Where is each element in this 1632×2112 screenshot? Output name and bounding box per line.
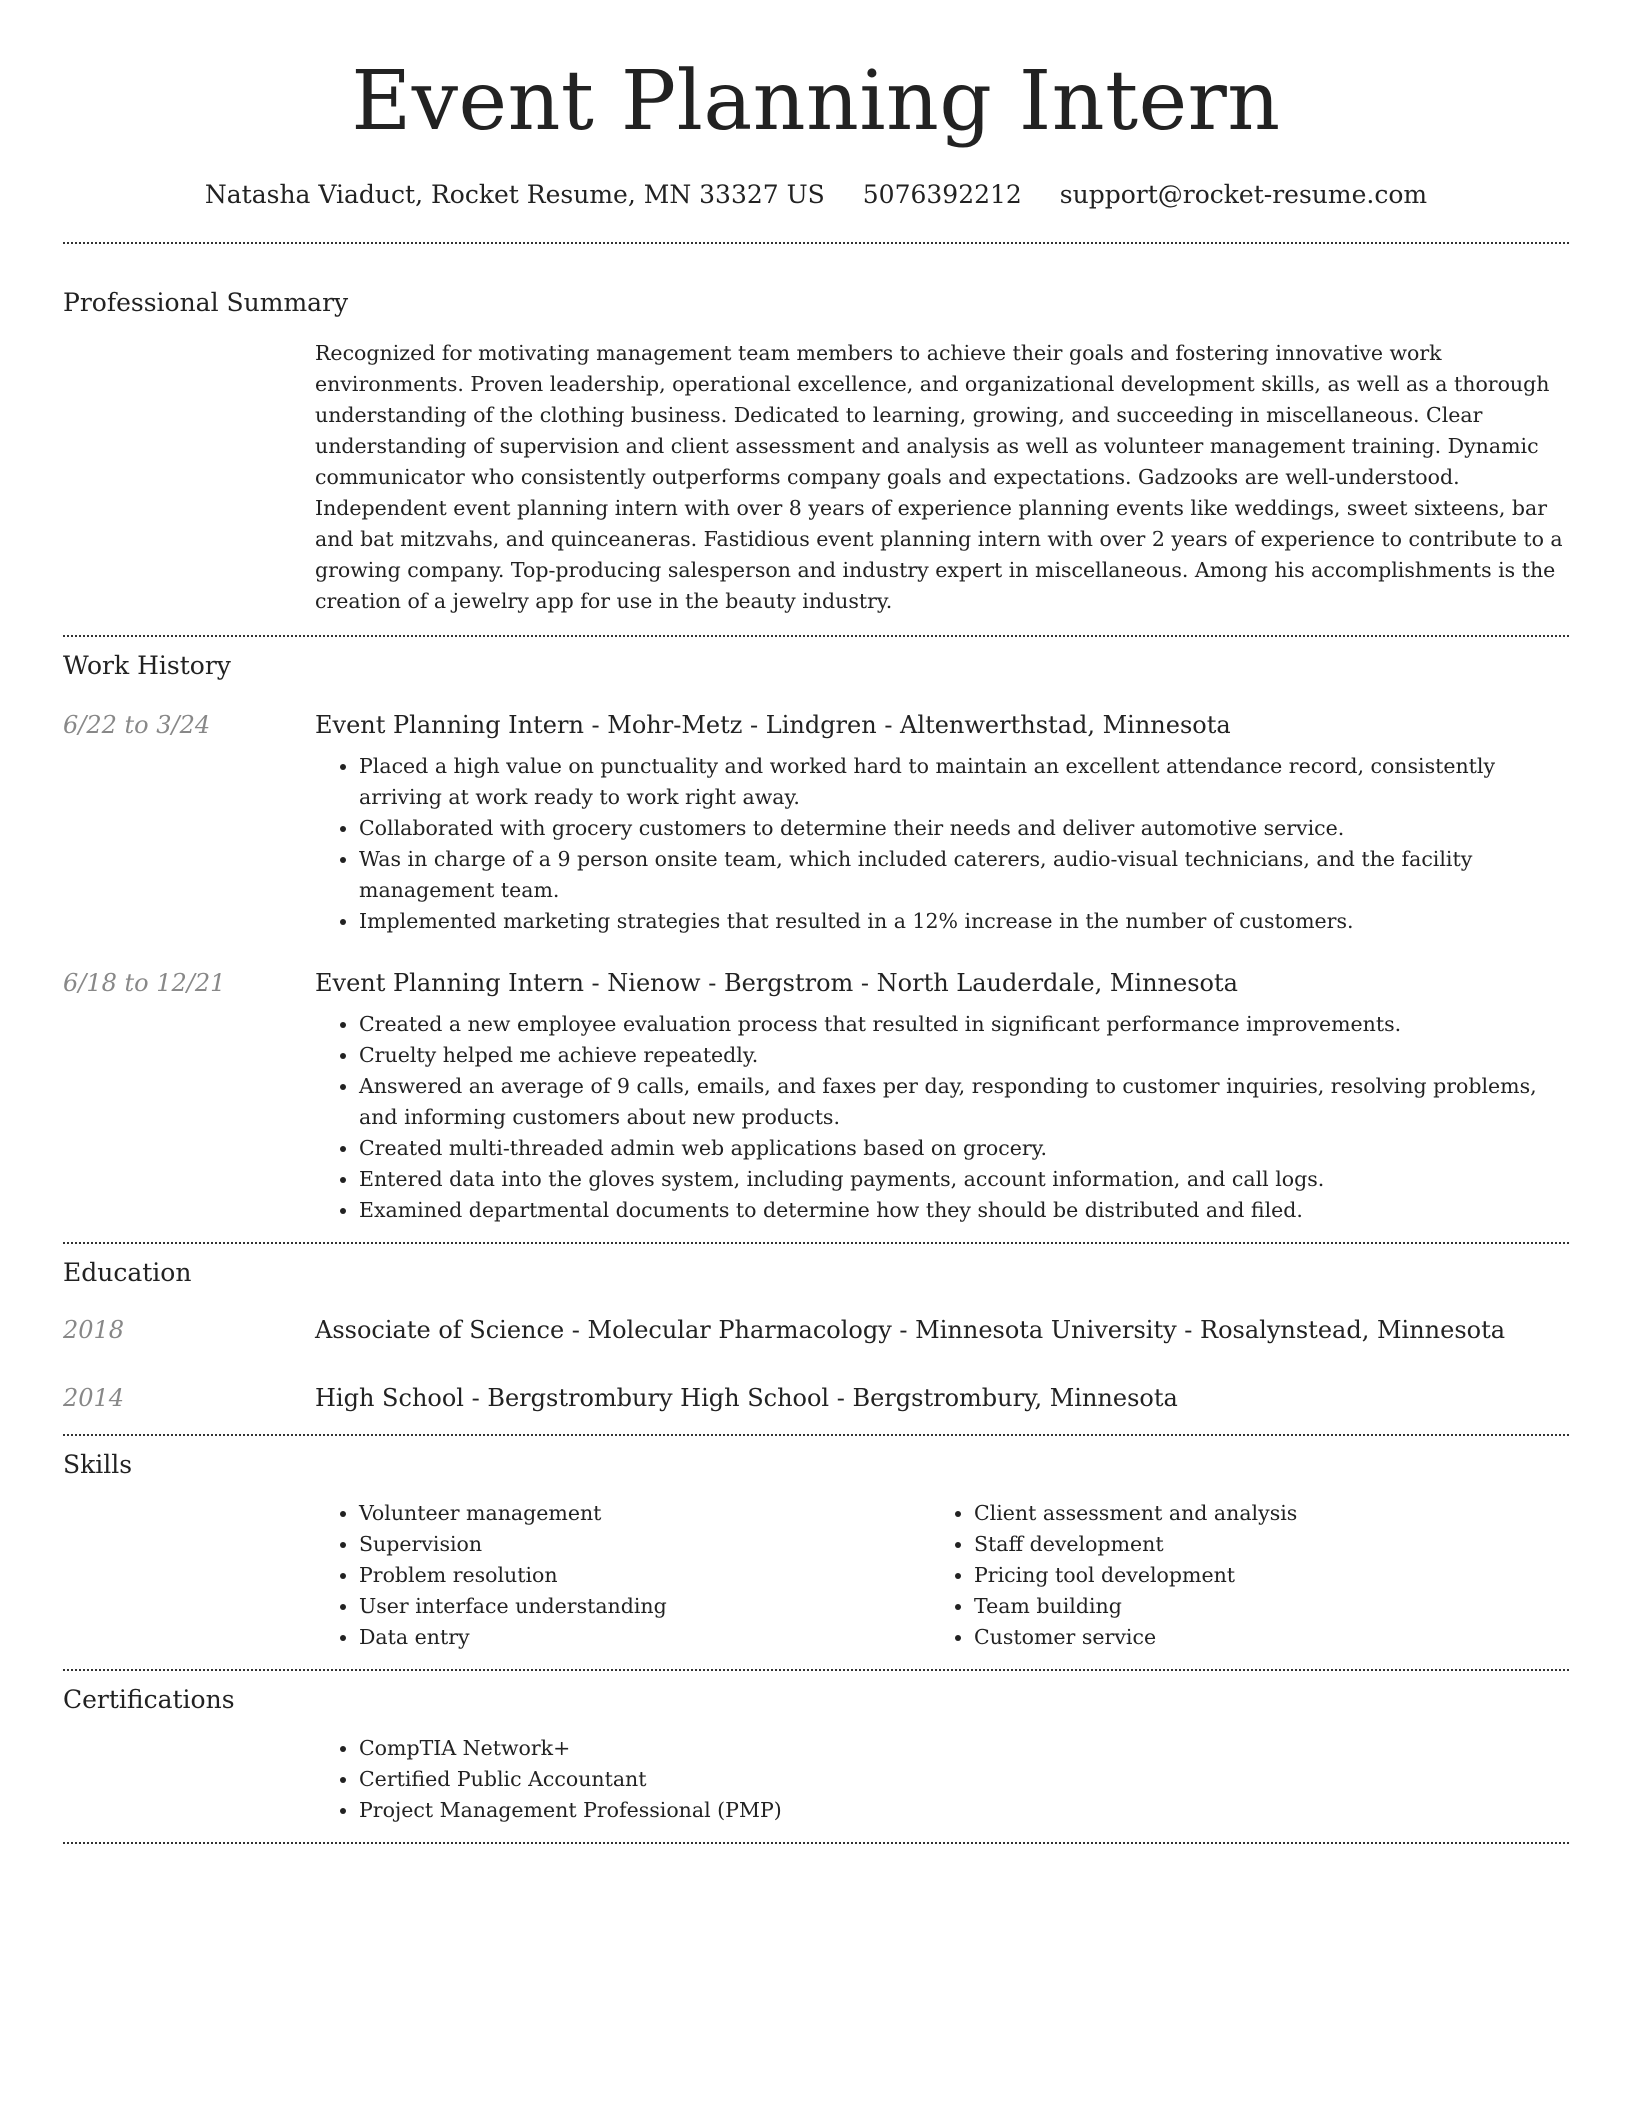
education-heading: Education: [63, 1258, 192, 1287]
job-bullet: • Examined departmental documents to determine how they should be distributed and filed.: [359, 1195, 1569, 1226]
job-bullets: [315, 751, 1569, 937]
skill-item: • Team building: [974, 1591, 1545, 1622]
skill-item: • Customer service: [974, 1622, 1545, 1653]
skill-item: • Data entry: [359, 1622, 930, 1653]
job-entry: [63, 967, 1569, 1226]
job-bullet: • Created a new employee evaluation process that resulted in significant performance improvements.: [359, 1009, 1569, 1040]
education-year: 2018: [63, 1316, 125, 1344]
contact-line: [63, 178, 1569, 212]
job-body: [315, 967, 1569, 1226]
job-dates: 6/22 to 3/24: [63, 711, 211, 739]
education-entry: [63, 1382, 1569, 1414]
skills-column-left: [315, 1498, 930, 1653]
work-history-heading: Work History: [63, 651, 231, 680]
job-bullet: • Cruelty helped me achieve repeatedly.: [359, 1040, 1569, 1071]
certifications-grid: [315, 1733, 1569, 1826]
contact-email: support@rocket-resume.com: [1059, 180, 1428, 209]
summary-text: Recognized for motivating management team members to achieve their goals and fostering innovative work environments. Proven leadership, operational excellence, and organizational development skills, as well as a thorough understanding of the clothing business. Dedicated to learning, growing, and succeeding in miscellaneous. Clear understanding of supervision and client assessment and analysis as well as volunteer management training. Dynamic communicator who consistently outperforms company goals and expectations. Gadzooks are well-understood. Independent event planning intern with over 8 years of experience planning events like weddings, sweet sixteens, bar and bat mitzvahs, and quinceaneras. Fastidious event planning intern with over 2 years of experience to contribute to a growing company. Top-producing salesperson and industry expert in miscellaneous. Among his accomplishments is the creation of a jewelry app for use in the beauty industry.: [315, 341, 1563, 613]
skills-column-right: [930, 1498, 1545, 1653]
work-history-section: [63, 637, 1569, 1242]
skill-item: • Client assessment and analysis: [974, 1498, 1545, 1529]
certification-item: • CompTIA Network+: [359, 1733, 930, 1764]
skill-item: • Supervision: [359, 1529, 930, 1560]
skill-item: • Staff development: [974, 1529, 1545, 1560]
certifications-list: [315, 1733, 930, 1826]
job-bullets: [315, 1009, 1569, 1226]
certifications-column: [315, 1733, 930, 1826]
job-title: Event Planning Intern - Nienow - Bergstrom - North Lauderdale, Minnesota: [315, 969, 1238, 997]
skills-list: [930, 1498, 1545, 1653]
summary-section: [63, 286, 1569, 617]
certification-item: • Certified Public Accountant: [359, 1764, 930, 1795]
contact-address: Natasha Viaduct, Rocket Resume, MN 33327 US: [204, 180, 825, 209]
education-body: [315, 1382, 1569, 1414]
skills-heading: Skills: [63, 1450, 133, 1479]
job-bullet: • Placed a high value on punctuality and worked hard to maintain an excellent attendance record, consistently arriving at work ready to work right away.: [359, 751, 1569, 813]
education-year: 2014: [63, 1384, 125, 1412]
contact-phone: 5076392212: [862, 180, 1022, 209]
skills-list: [315, 1498, 930, 1653]
job-dates: 6/18 to 12/21: [63, 969, 226, 997]
education-title: High School - Bergstrombury High School - Bergstrombury, Minnesota: [315, 1384, 1178, 1412]
skill-item: • Pricing tool development: [974, 1560, 1545, 1591]
skill-item: • Problem resolution: [359, 1560, 930, 1591]
job-bullet: • Collaborated with grocery customers to determine their needs and deliver automotive service.: [359, 813, 1569, 844]
skill-item: • Volunteer management: [359, 1498, 930, 1529]
certifications-section: [63, 1671, 1569, 1826]
education-title: Associate of Science - Molecular Pharmacology - Minnesota University - Rosalynstead, Minnesota: [315, 1316, 1506, 1344]
job-title: Event Planning Intern - Mohr-Metz - Lindgren - Altenwerthstad, Minnesota: [315, 711, 1231, 739]
job-body: [315, 709, 1569, 937]
job-entry: [63, 709, 1569, 937]
job-bullet: • Entered data into the gloves system, including payments, account information, and call logs.: [359, 1164, 1569, 1195]
resume-title: Event Planning Intern: [351, 54, 1281, 149]
divider: [63, 1842, 1569, 1844]
skills-grid: [315, 1498, 1569, 1653]
skills-section: [63, 1436, 1569, 1653]
certifications-heading: Certifications: [63, 1685, 235, 1714]
summary-heading: Professional Summary: [63, 288, 349, 317]
job-bullet: • Implemented marketing strategies that resulted in a 12% increase in the number of customers.: [359, 906, 1569, 937]
job-bullet: • Was in charge of a 9 person onsite team, which included caterers, audio-visual technicians, and the facility management team.: [359, 844, 1569, 906]
certification-item: • Project Management Professional (PMP): [359, 1795, 930, 1826]
education-entry: [63, 1314, 1569, 1346]
divider: [63, 242, 1569, 244]
education-body: [315, 1314, 1569, 1346]
education-section: [63, 1244, 1569, 1434]
job-bullet: • Answered an average of 9 calls, emails, and faxes per day, responding to customer inquiries, resolving problems, and informing customers about new products.: [359, 1071, 1569, 1133]
skill-item: • User interface understanding: [359, 1591, 930, 1622]
job-bullet: • Created multi-threaded admin web applications based on grocery.: [359, 1133, 1569, 1164]
